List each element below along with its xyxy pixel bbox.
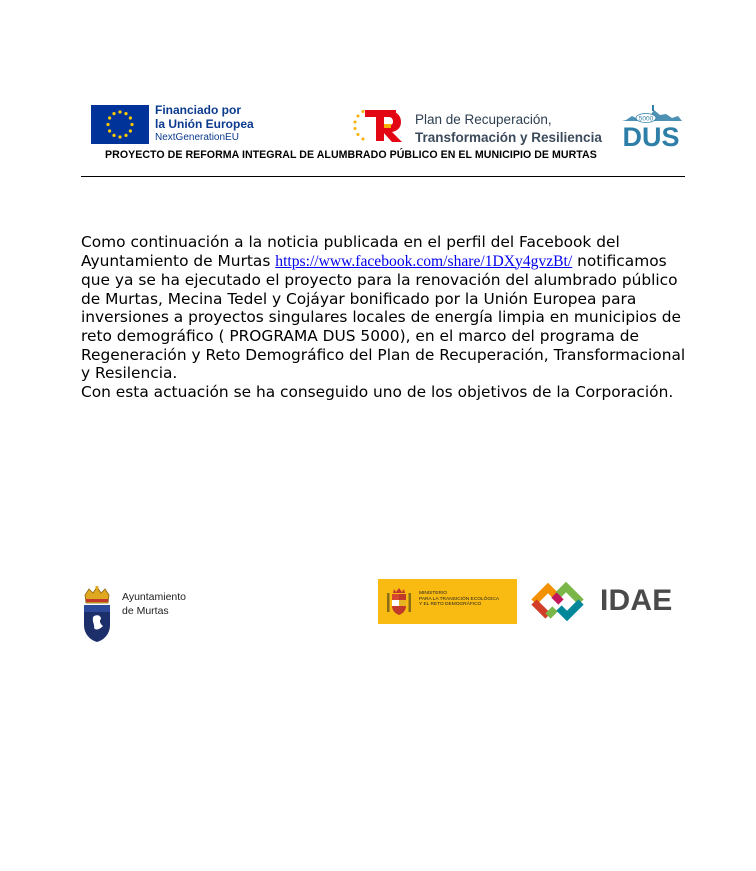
notice-body	[81, 233, 691, 401]
eu-line1: Financiado por	[155, 103, 242, 117]
header-divider	[81, 176, 685, 177]
ayuntamiento-line2: de Murtas	[122, 605, 169, 617]
eu-line3: NextGenerationEU	[155, 132, 239, 143]
prtr-line1: Plan de Recuperación,	[415, 112, 552, 127]
dus-text: DUS	[622, 122, 680, 148]
idae-wordmark: IDAE	[600, 584, 673, 617]
eu-line2: la Unión Europea	[155, 117, 254, 131]
paragraph1-tail: notificamos que ya se ha ejecutado el proyecto para la renovación del alumbrado público de Murtas, Mecina Tedel y Cojáyar bonificado por la Unión Europea para inversiones a proyectos singulares locales de energía limpia en municipios de reto demográfico ( PROGRAMA DUS 5000), en el marco del programa de Regeneración y Reto Demográfico del Plan de Recuperación, Transformacional y Resilencia.	[81, 251, 686, 383]
ayuntamiento-line1: Ayuntamiento	[122, 591, 187, 603]
eu-flag-logo	[91, 105, 149, 144]
ministry-logo	[378, 579, 517, 624]
dus-5000-logo	[618, 102, 686, 148]
ministry-line1: MINISTERIO	[419, 591, 447, 596]
murtas-coat-of-arms	[81, 585, 113, 643]
ayuntamiento-text	[122, 590, 186, 618]
notice-paragraph-1	[81, 233, 691, 383]
ministry-line2: PARA LA TRANSICIÓN ECOLÓGICA	[419, 596, 500, 602]
dus-number: 5000	[638, 115, 654, 123]
prtr-logo-mark	[352, 104, 404, 144]
ministry-text	[419, 591, 499, 608]
prtr-text	[415, 111, 602, 147]
ministry-line3: Y EL RETO DEMOGRÁFICO	[419, 602, 482, 608]
spain-coat-of-arms-icon	[384, 587, 414, 617]
idae-logo-mark	[528, 579, 594, 625]
paragraph1-lead: Como continuación a la noticia publicada en el perfil del Facebook del Ayuntamiento de Murtas	[81, 233, 620, 270]
facebook-link[interactable]: https://www.facebook.com/share/1DXy4gvzBt/	[275, 252, 573, 270]
notice-paragraph-2: Con esta actuación se ha conseguido uno de los objetivos de la Corporación.	[81, 382, 674, 401]
project-title: PROYECTO DE REFORMA INTEGRAL DE ALUMBRADO PÚBLICO EN EL MUNICIPIO DE MURTAS	[105, 149, 597, 161]
prtr-line2: Transformación y Resiliencia	[415, 130, 602, 145]
eu-funding-text	[155, 103, 254, 145]
